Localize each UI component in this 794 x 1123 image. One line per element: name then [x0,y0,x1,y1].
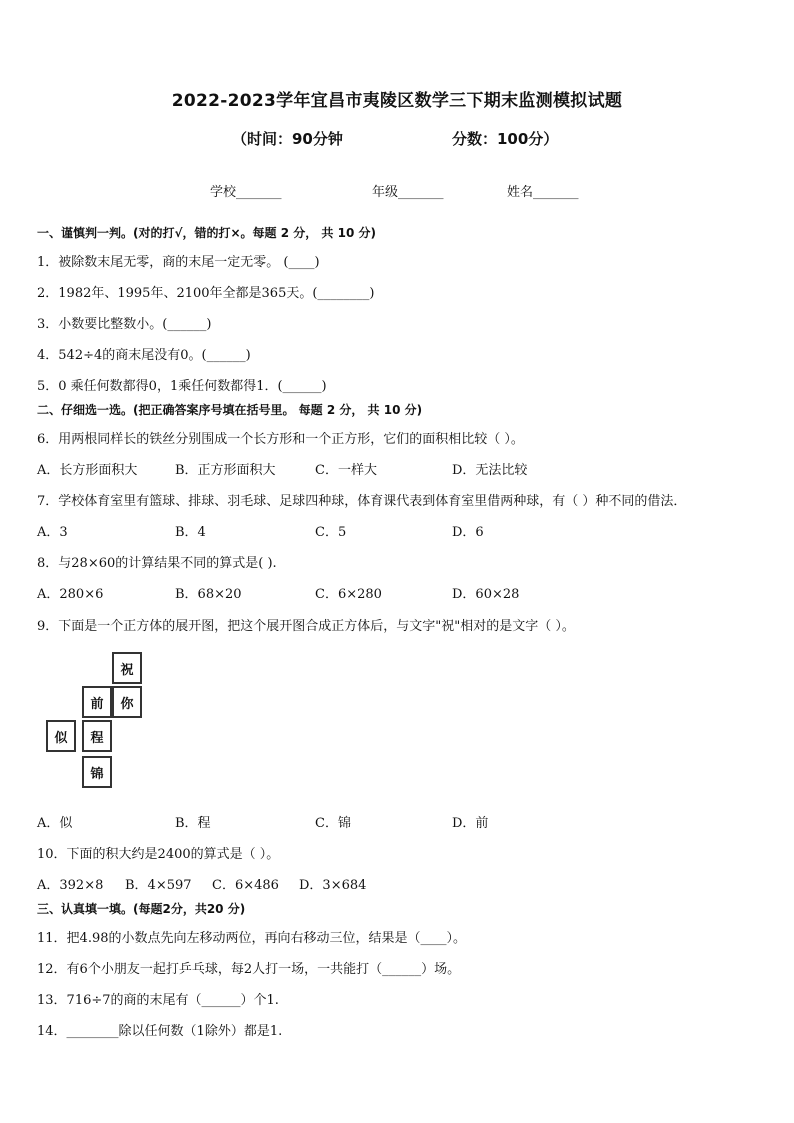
option-d: D．前 [452,816,489,831]
page-title: 2022-2023学年宜昌市夷陵区数学三下期末监测模拟试题 [171,91,623,111]
question-6-options [37,459,777,477]
question-9: 9．下面是一个正方体的展开图，把这个展开图合成正方体后，与文字"祝"相对的是文字（ ）。 [37,619,575,634]
question-1: 1．被除数末尾无零，商的末尾一定无零。 (____) [37,255,320,270]
question-6: 6．用两根同样长的铁丝分别围成一个长方形和一个正方形，它们的面积相比较（ ）。 [37,432,524,447]
question-9-options [37,812,777,830]
option-b: B．4 [175,525,206,540]
exam-time: （时间：90分钟 [232,130,343,148]
question-4: 4．542÷4的商末尾没有0。(______) [37,348,251,363]
option-c: C．锦 [315,816,351,831]
question-10-options [37,874,777,892]
option-b: B．程 [175,816,211,831]
option-c: C．6×486 [212,878,279,893]
question-8-options [37,583,777,601]
net-cell-ni: 你 [112,686,142,718]
question-8: 8．与28×60的计算结果不同的算式是( ). [37,556,277,571]
option-b: B．4×597 [125,878,192,893]
question-11: 11．把4.98的小数点先向左移动两位，再向右移动三位，结果是（____）。 [37,931,466,946]
question-3: 3．小数要比整数小。(______) [37,317,212,332]
option-b: B．68×20 [175,587,242,602]
option-a: A．似 [37,816,73,831]
option-b: B．正方形面积大 [175,463,276,478]
question-7: 7．学校体育室里有篮球、排球、羽毛球、足球四种球，体育课代表到体育室里借两种球，有（ ）种不同的借法． [37,494,687,509]
section-heading-3: 三、认真填一填。(每题2分，共20 分) [37,902,246,916]
option-a: A．长方形面积大 [37,463,138,478]
net-cell-cheng: 程 [82,720,112,752]
option-c: C．一样大 [315,463,377,478]
question-2: 2．1982年、1995年、2100年全都是365天。(________) [37,286,375,301]
option-d: D．3×684 [299,878,367,893]
section-heading-1: 一、谨慎判一判。(对的打√，错的打×。每题 2 分， 共 10 分) [37,226,376,240]
question-7-options [37,521,777,539]
net-cell-jin: 锦 [82,756,112,788]
question-13: 13．716÷7的商的末尾有（______）个1. [37,993,279,1008]
cube-net-figure [46,652,146,790]
grade-field: 年级_______ [372,185,444,200]
option-d: D．无法比较 [452,463,528,478]
question-5: 5．0 乘任何数都得0，1乘任何数都得1．(______) [37,379,327,394]
net-cell-zhu: 祝 [112,652,142,684]
name-field: 姓名_______ [507,185,579,200]
net-cell-si: 似 [46,720,76,752]
option-a: A．3 [37,525,68,540]
option-a: A．392×8 [37,878,104,893]
question-10: 10．下面的积大约是2400的算式是（ ）。 [37,847,280,862]
option-c: C．5 [315,525,347,540]
option-d: D．60×28 [452,587,520,602]
school-field: 学校_______ [210,185,282,200]
option-a: A．280×6 [37,587,104,602]
option-d: D．6 [452,525,484,540]
net-cell-qian: 前 [82,686,112,718]
question-12: 12．有6个小朋友一起打乒乓球，每2人打一场，一共能打（______）场。 [37,962,461,977]
section-heading-2: 二、仔细选一选。(把正确答案序号填在括号里。 每题 2 分， 共 10 分) [37,403,423,417]
question-14: 14．________除以任何数（1除外）都是1. [37,1024,283,1039]
exam-score: 分数：100分） [452,130,559,148]
option-c: C．6×280 [315,587,382,602]
